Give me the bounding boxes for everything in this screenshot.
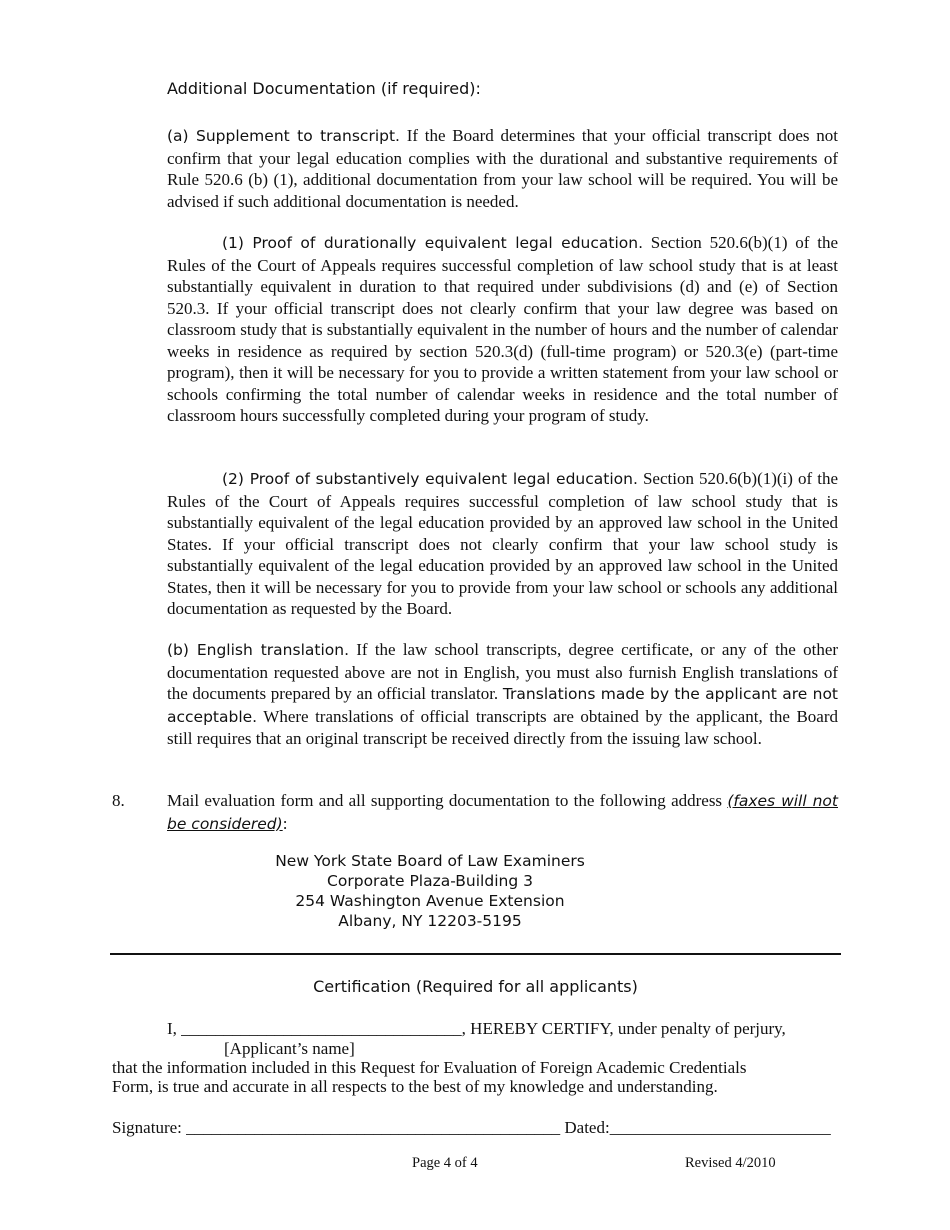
applicant-name-field[interactable]: _________________________________ (181, 1019, 462, 1038)
address-line-1: New York State Board of Law Examiners (275, 852, 585, 870)
substantive-label: (2) Proof of substantively equivalent legal education. (222, 470, 638, 488)
mail-text: Mail evaluation form and all supporting documentation to the following address (167, 791, 723, 810)
dated-field[interactable]: __________________________ (609, 1118, 831, 1137)
supplement-label: (a) Supplement to transcript. (167, 127, 400, 145)
durational-paragraph (167, 232, 838, 427)
revision-date: Revised 4/2010 (685, 1155, 776, 1171)
additional-documentation-heading: Additional Documentation (if required): (167, 79, 481, 98)
mail-colon: : (282, 813, 288, 833)
translation-text-before: If the law school transcripts, degree certificate, or any of the other documentation requested above are not in English, you must also furnish English translations of the documents prepared by an official translator. (167, 640, 839, 703)
translation-emphasis: Translations made by the applicant are not acceptable. (167, 685, 839, 726)
certify-suffix: , HEREBY CERTIFY, under penalty of perjury, (461, 1019, 786, 1038)
address-line-2: Corporate Plaza-Building 3 (327, 872, 533, 890)
certification-statement: that the information included in this Request for Evaluation of Foreign Academic Credentials Form, is true and accurate in all respects to the best of my knowledge and understanding. (112, 1058, 747, 1096)
certification-title: Certification (Required for all applicants) (313, 977, 638, 996)
certify-line (167, 1018, 786, 1040)
applicant-name-caption: [Applicant’s name] (224, 1039, 355, 1058)
item-number-8: 8. (112, 791, 125, 810)
substantive-paragraph (167, 468, 838, 620)
mailing-address (250, 851, 610, 931)
address-line-4: Albany, NY 12203-5195 (338, 912, 522, 930)
durational-label: (1) Proof of durationally equivalent legal education. (222, 234, 643, 252)
certify-prefix: I, (167, 1019, 177, 1038)
supplement-paragraph (167, 125, 838, 212)
faxes-note: (faxes will not be considered) (167, 792, 838, 833)
page-number: Page 4 of 4 (412, 1155, 478, 1171)
durational-text: Section 520.6(b)(1) of the Rules of the Court of Appeals requires successful completion of law school study that is at least substantially equivalent in duration to that required under subdivisions (d) and (e) of Section 520.3. If your official transcript does not clearly confirm that your law degree was based on classroom study that is substantially equivalent in the number of hours and the number of calendar weeks in residence as required by section 520.3(d) (full-time program) or 520.3(e) (part-time program), then it will be necessary for you to provide a written statement from your law school or schools confirming the total number of calendar weeks in residence and the total number of classroom hours successfully completed during your program of study. (167, 233, 838, 425)
translation-paragraph (167, 639, 838, 750)
signature-field[interactable]: ____________________________________________ (186, 1118, 561, 1137)
section-divider (110, 953, 841, 955)
signature-line (112, 1117, 831, 1139)
substantive-text: Section 520.6(b)(1)(i) of the Rules of the Court of Appeals requires successful completion of law school study that is substantially equivalent of the legal education provided by an approved law school in the United States. If your official transcript does not clearly confirm that your law school study is substantially equivalent of the legal education provided by an approved law school in the United States, then it will be necessary for you to provide from your law school or schools any additional documentation as requested by the Board. (167, 469, 838, 618)
translation-text-after: Where translations of official transcripts are obtained by the applicant, the Board still requires that an original transcript be received directly from the issuing law school. (167, 706, 838, 748)
dated-label: Dated: (564, 1118, 610, 1137)
supplement-text: If the Board determines that your official transcript does not confirm that your legal education complies with the durational and substantive requirements of Rule 520.6 (b) (1), additional documentation from your law school will be required. You will be advised if such additional documentation is needed. (167, 126, 839, 211)
translation-label: (b) English translation. (167, 641, 350, 659)
signature-label: Signature: (112, 1118, 182, 1137)
mail-instructions (167, 790, 838, 835)
address-line-3: 254 Washington Avenue Extension (295, 892, 565, 910)
